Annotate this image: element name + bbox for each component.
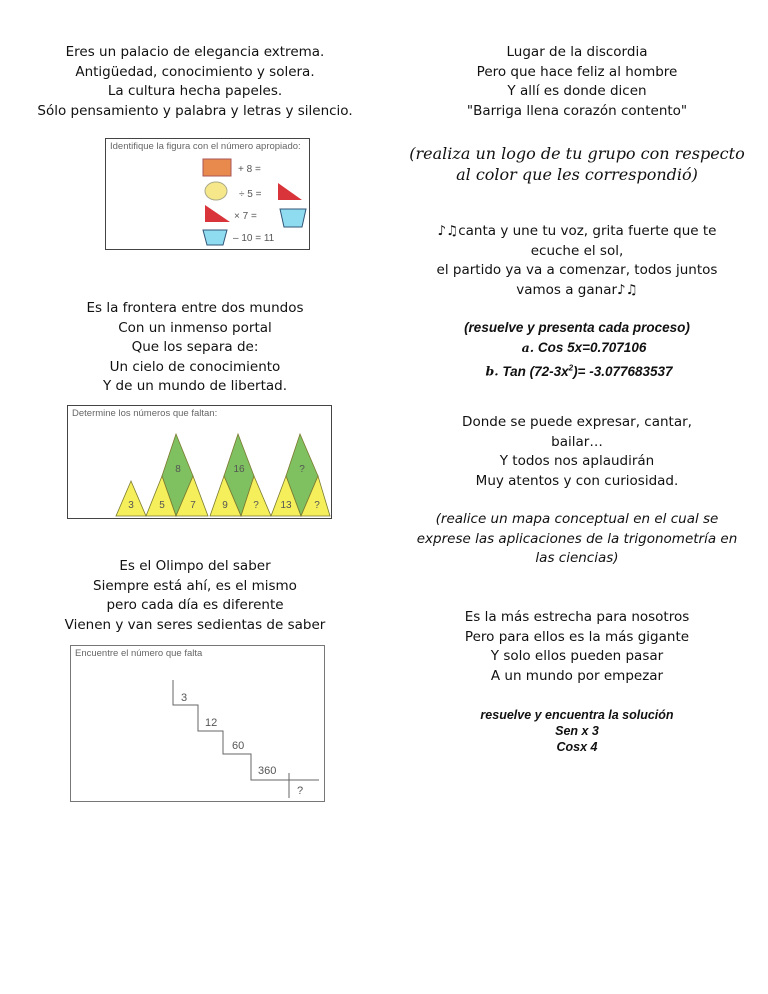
poem-line: pero cada día es diferente — [106, 597, 284, 613]
figure-row: × 7 = — [234, 211, 257, 222]
task-line: exprese las aplicaciones de la trigonometría en — [416, 530, 738, 547]
poem-line: Un cielo de conocimiento — [109, 358, 281, 375]
triangle-number: 16 — [233, 464, 245, 475]
poem-line: Es la frontera entre dos mundos — [86, 300, 304, 316]
poem-discord — [392, 43, 762, 121]
stairs-illustration — [71, 646, 324, 801]
song-line: el partido ya va a comenzar, todos juntos — [436, 262, 718, 278]
figure-stairs-puzzle — [70, 645, 325, 802]
task-final — [392, 707, 762, 755]
poem-narrow — [392, 608, 762, 686]
poem-line: Es el Olimpo del saber — [119, 558, 271, 574]
song-lyrics — [392, 222, 762, 300]
poem-express — [392, 413, 762, 491]
poem-line: La cultura hecha papeles. — [107, 83, 283, 99]
poem-palace — [20, 43, 370, 121]
task-line: resuelve y encuentra la solución — [480, 708, 674, 722]
equation-b-part: Tan (72-3x — [502, 363, 569, 379]
triangle-number: 7 — [190, 500, 196, 511]
equation-b — [502, 364, 672, 379]
poem-line: Con un inmenso portal — [118, 319, 272, 336]
triangle-number: 5 — [159, 500, 165, 511]
figure-shapes-puzzle — [105, 138, 310, 250]
task-solve — [392, 318, 762, 382]
poem-line: Y allí es donde dicen — [507, 83, 647, 99]
task-line: al color que les correspondió) — [456, 165, 698, 184]
poem-line: Antigüedad, conocimiento y solera. — [75, 63, 315, 80]
triangle-number: 3 — [128, 500, 134, 511]
task-logo — [392, 143, 762, 185]
stair-number: 3 — [181, 692, 188, 704]
equation-b-part: )= -3.077683537 — [573, 363, 673, 379]
task-line: (realiza un logo de tu grupo con respecto — [409, 144, 745, 163]
stair-number: 12 — [205, 717, 218, 729]
stair-number: 360 — [258, 765, 277, 777]
figure-triangles-puzzle — [67, 405, 332, 519]
task-title: (resuelve y presenta cada proceso) — [464, 320, 690, 335]
poem-line: Y de un mundo de libertad. — [102, 378, 287, 394]
poem-line: Es la más estrecha para nosotros — [464, 609, 690, 625]
equation-a: Cos 5x=0.707106 — [537, 340, 647, 355]
poem-olympus — [20, 557, 370, 635]
item-label-a: a. — [521, 340, 535, 355]
poem-frontier — [20, 299, 370, 397]
task-line: Cosx 4 — [556, 740, 598, 754]
task-concept-map — [392, 510, 762, 569]
poem-line: Pero que hace feliz al hombre — [476, 63, 678, 80]
figure-caption: Identifique la figura con el número apropiado: — [110, 141, 301, 152]
task-line: las ciencias) — [535, 550, 619, 566]
poem-line: Vienen y van seres sedientas de saber — [64, 616, 326, 633]
figure-row: + 8 = — [238, 164, 261, 175]
poem-line: Sólo pensamiento y palabra y letras y silencio. — [37, 102, 353, 119]
poem-line: A un mundo por empezar — [490, 667, 664, 684]
poem-line: Donde se puede expresar, cantar, — [462, 414, 692, 430]
item-label-b: b. — [485, 363, 499, 379]
poem-line: Y solo ellos pueden pasar — [490, 648, 664, 664]
triangle-number: ? — [253, 500, 259, 511]
figure-caption: Determine los números que faltan: — [72, 408, 218, 419]
figure-caption: Encuentre el número que falta — [75, 648, 203, 659]
triangles-illustration — [68, 406, 331, 518]
poem-line: Que los separa de: — [131, 339, 259, 355]
triangle-number: 8 — [175, 464, 181, 475]
equation-b-exponent: 2 — [568, 363, 574, 372]
task-line: Sen x 3 — [555, 724, 599, 738]
triangle-number: ? — [314, 500, 320, 511]
song-line: ♪♫canta y une tu voz, grita fuerte que te — [437, 223, 717, 239]
triangle-number: 13 — [280, 500, 292, 511]
poem-line: bailar… — [551, 433, 603, 450]
triangle-number: 9 — [222, 500, 228, 511]
poem-line: Lugar de la discordia — [506, 44, 648, 60]
poem-line: Muy atentos y con curiosidad. — [475, 472, 679, 489]
poem-line: Pero para ellos es la más gigante — [464, 628, 690, 645]
poem-line: Siempre está ahí, es el mismo — [93, 577, 297, 594]
poem-line: Y todos nos aplaudirán — [499, 453, 655, 469]
song-line: ecuche el sol, — [530, 242, 624, 259]
poem-line: "Barriga llena corazón contento" — [466, 102, 688, 119]
poem-line: Eres un palacio de elegancia extrema. — [65, 44, 325, 60]
triangle-number: ? — [299, 464, 305, 475]
stair-number: 60 — [232, 740, 245, 752]
figure-row: – 10 = 11 — [233, 233, 275, 244]
song-line: vamos a ganar♪♫ — [516, 281, 638, 298]
figure-row: ÷ 5 = — [239, 189, 262, 200]
shapes-illustration — [106, 139, 309, 249]
stair-number: ? — [297, 785, 304, 797]
task-line: (realice un mapa conceptual en el cual se — [435, 511, 719, 527]
